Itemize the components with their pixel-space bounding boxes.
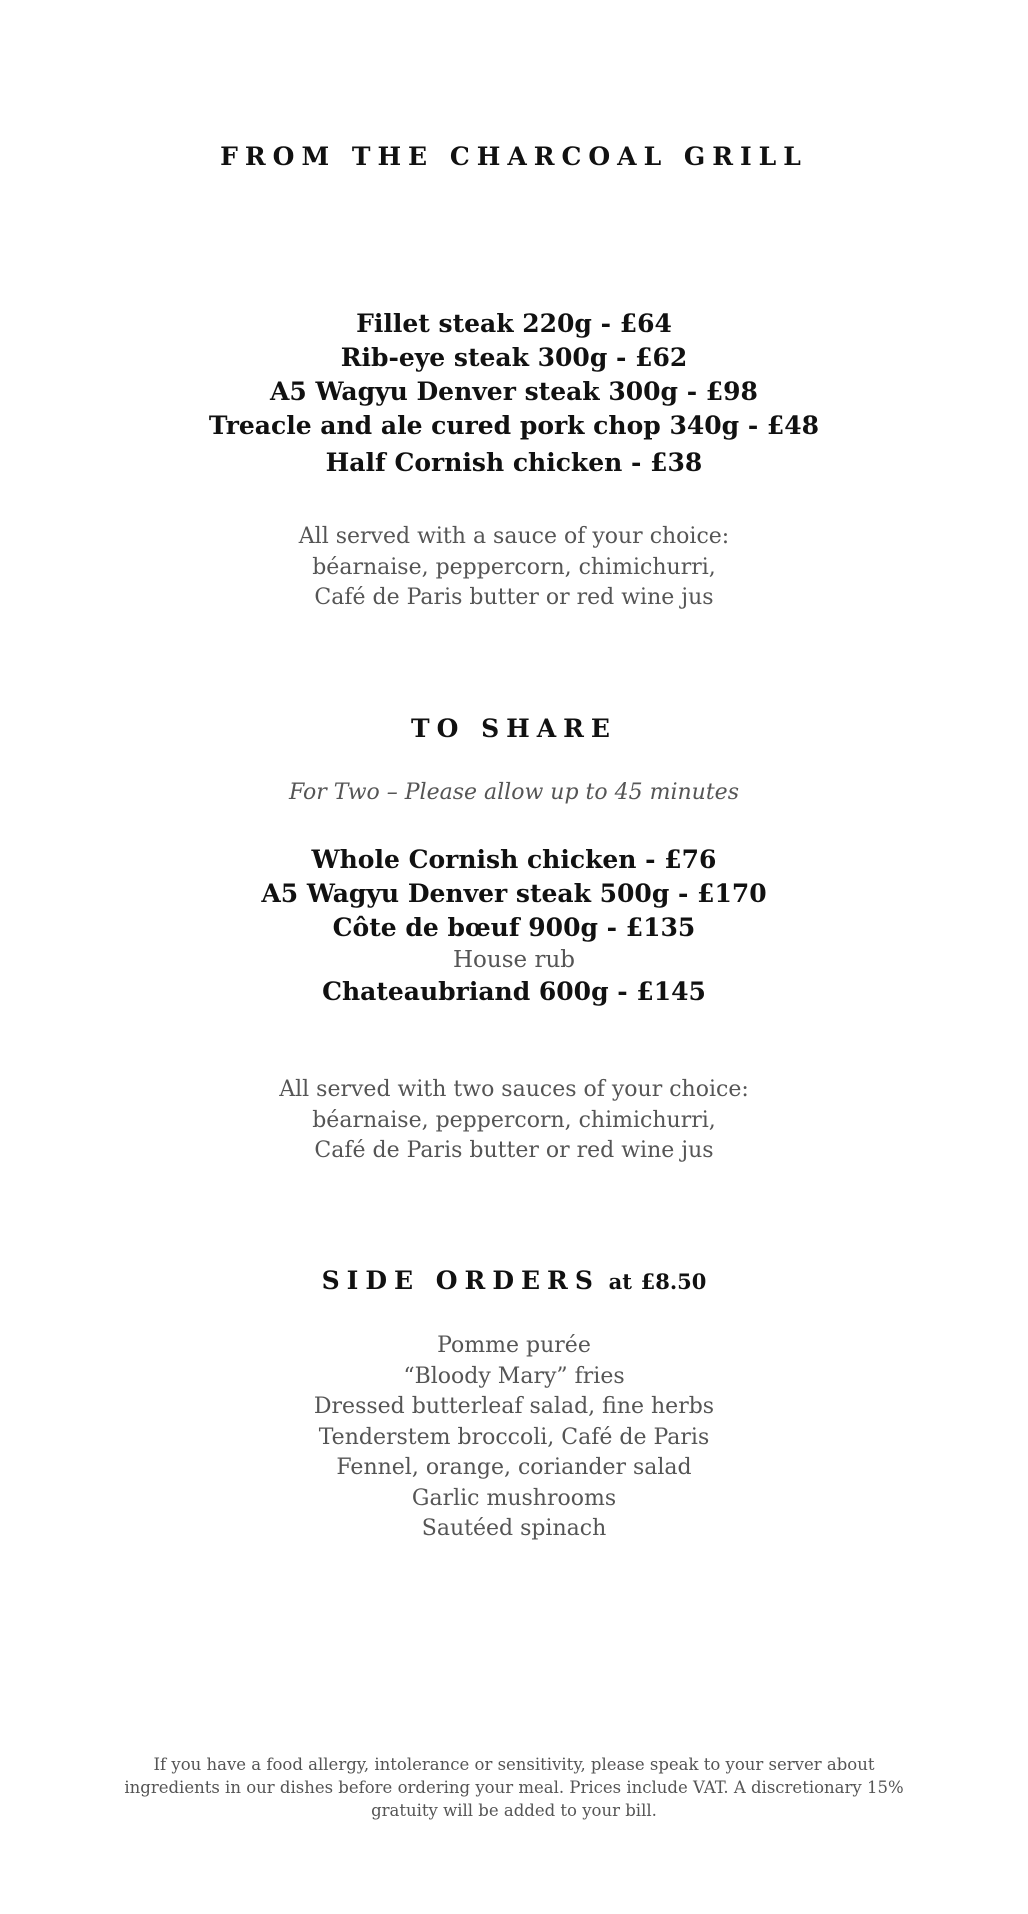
grill-section-title: FROM THE CHARCOAL GRILL — [220, 142, 808, 171]
menu-item: Côte de bœuf 900g - £135 — [332, 913, 696, 942]
share-sauce-note — [0, 1075, 1028, 1167]
side-item: “Bloody Mary” fries — [403, 1363, 625, 1389]
menu-item: Chateaubriand 600g - £145 — [322, 977, 706, 1006]
share-section-title: TO SHARE — [411, 714, 617, 743]
menu-item: Half Cornish chicken - £38 — [325, 448, 703, 477]
sides-price: £8.50 — [640, 1269, 707, 1294]
sides-list — [0, 1331, 1028, 1545]
note-line: All served with two sauces of your choice: — [279, 1077, 749, 1102]
grill-sauce-note — [0, 522, 1028, 614]
note-line: Café de Paris butter or red wine jus — [314, 585, 714, 610]
menu-item: Rib-eye steak 300g - £62 — [340, 343, 688, 372]
note-line: All served with a sauce of your choice: — [298, 524, 730, 549]
note-line: béarnaise, peppercorn, chimichurri, — [312, 1107, 716, 1133]
side-item: Sautéed spinach — [421, 1516, 607, 1541]
menu-item: A5 Wagyu Denver steak 300g - £98 — [270, 377, 758, 406]
side-item: Pomme purée — [437, 1333, 591, 1358]
sides-title-text: SIDE ORDERS — [321, 1266, 600, 1295]
side-item: Fennel, orange, coriander salad — [336, 1455, 692, 1480]
menu-item: Treacle and ale cured pork chop 340g - £48 — [208, 411, 820, 440]
note-line: béarnaise, peppercorn, chimichurri, — [312, 554, 716, 580]
share-subtitle: For Two – Please allow up to 45 minutes — [288, 780, 739, 805]
share-items-list — [0, 843, 1028, 1009]
menu-item: A5 Wagyu Denver steak 500g - £170 — [261, 879, 767, 908]
grill-items-list — [0, 307, 1028, 480]
side-item: Tenderstem broccoli, Café de Paris — [318, 1424, 710, 1450]
menu-item-description: House rub — [453, 947, 575, 973]
menu-item: Whole Cornish chicken - £76 — [311, 845, 717, 874]
note-line: Café de Paris butter or red wine jus — [314, 1138, 714, 1163]
sides-section-title — [0, 1266, 1028, 1295]
side-item: Dressed butterleaf salad, fine herbs — [313, 1394, 715, 1419]
allergy-vat-footer: If you have a food allergy, intolerance or sensitivity, please speak to your server about ingredients in our dishes before ordering your meal. Prices include VAT. A discretionary 15% gratuity will be added to your bill. — [124, 1755, 904, 1820]
sides-price-prefix: at — [608, 1269, 632, 1294]
side-item: Garlic mushrooms — [411, 1485, 617, 1511]
menu-item: Fillet steak 220g - £64 — [356, 309, 672, 338]
